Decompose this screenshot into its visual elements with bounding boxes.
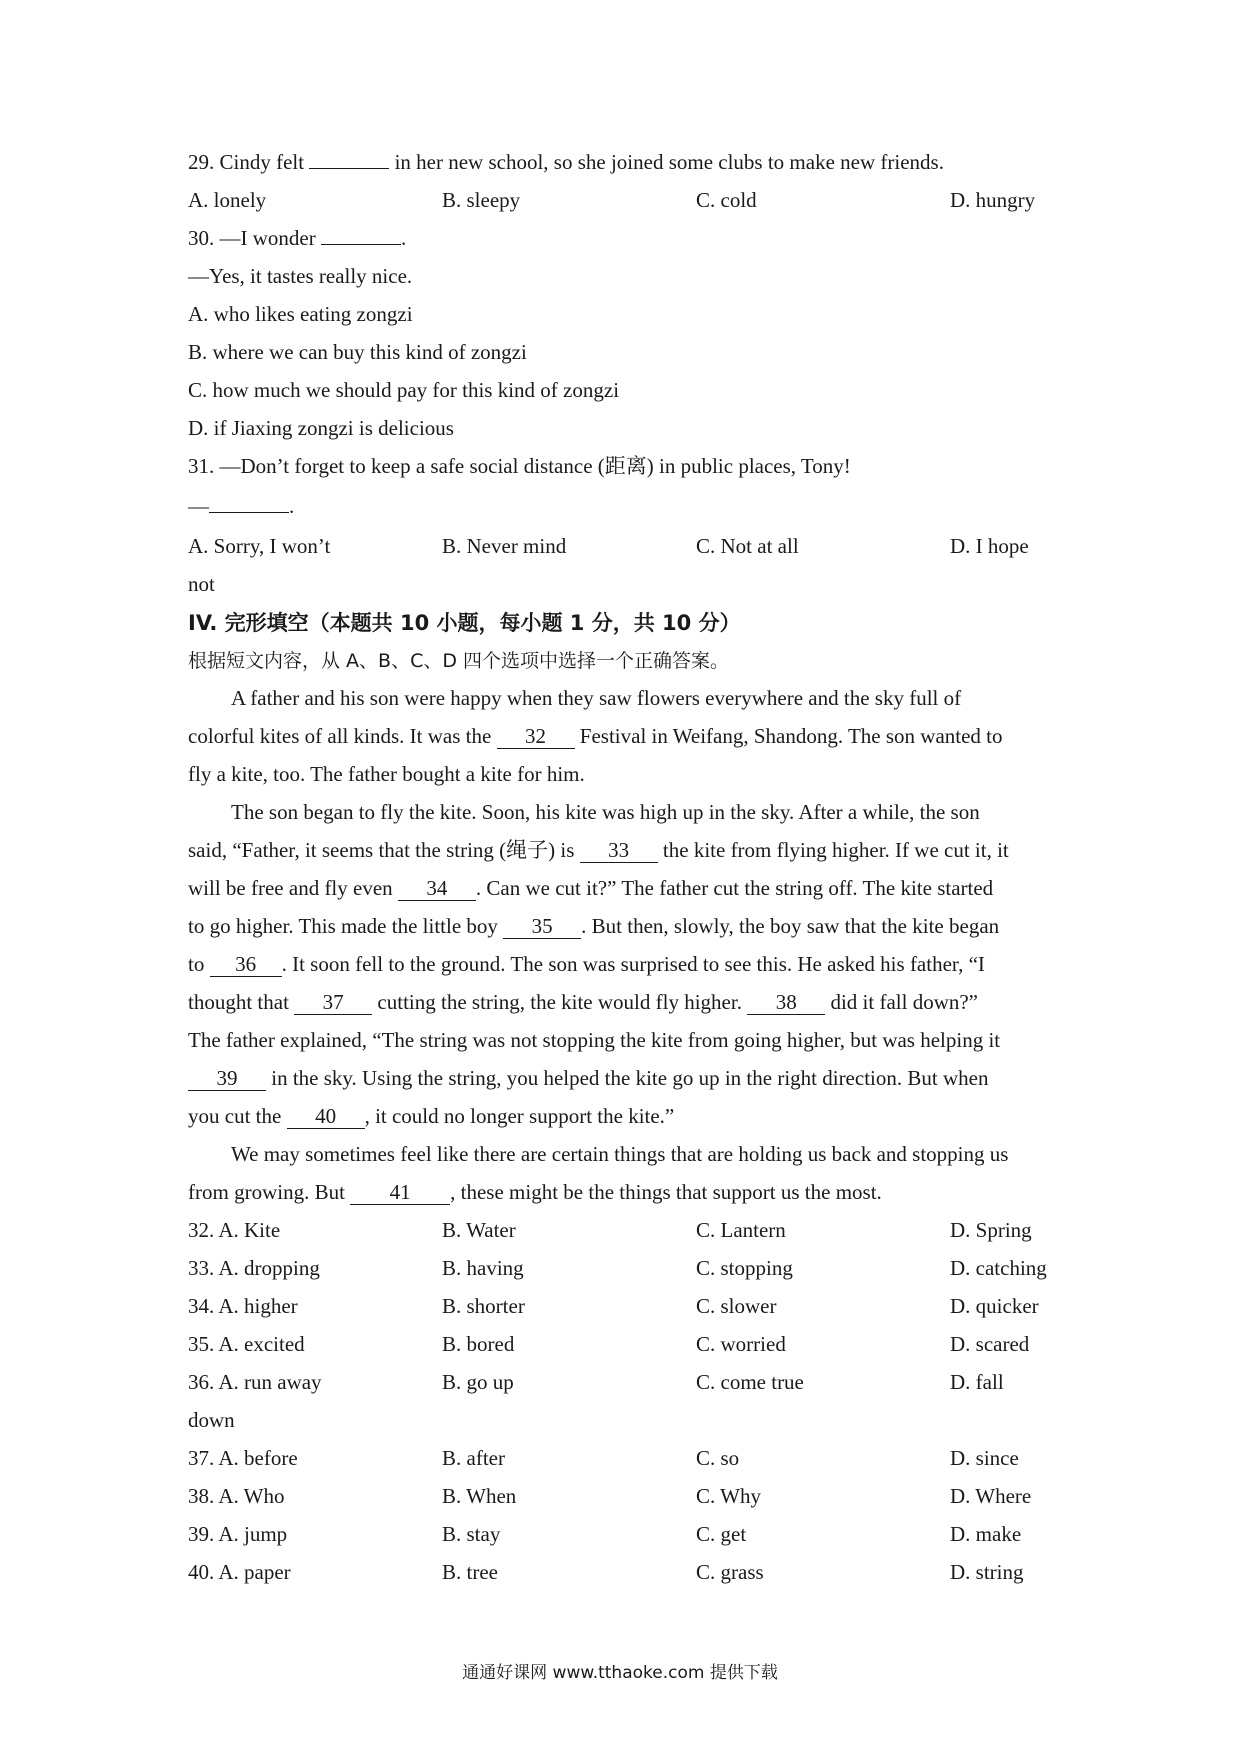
choice-option: B. bored (442, 1332, 515, 1356)
q30-reply: —Yes, it tastes really nice. (188, 264, 413, 288)
q29-stem-start: 29. Cindy felt (188, 150, 310, 174)
passage-text: will be free and fly even (188, 876, 398, 900)
q31-option-d-wrap: not (188, 572, 215, 596)
choice-option: 36. A. run away (188, 1370, 322, 1394)
choice-option: 32. A. Kite (188, 1218, 281, 1242)
q30-blank (321, 244, 401, 245)
passage-text: colorful kites of all kinds. It was the (188, 724, 497, 748)
blank-40: 40 (287, 1104, 365, 1129)
choice-option: B. shorter (442, 1294, 525, 1318)
choice-option: D. catching (950, 1256, 1047, 1280)
choice-option: 38. A. Who (188, 1484, 285, 1508)
passage-text: . Can we cut it?” The father cut the string off. The kite started (475, 876, 994, 900)
passage-line: The father explained, “The string was not stopping the kite from going higher, but was helping it (188, 1028, 1001, 1052)
q30-stem-start: 30. —I wonder (188, 226, 321, 250)
blank-39: 39 (188, 1066, 266, 1091)
section-instruction: 根据短文内容，从 A、B、C、D 四个选项中选择一个正确答案。 (188, 650, 730, 672)
section-title: IV. 完形填空（本题共 10 小题，每小题 1 分，共 10 分） (188, 611, 741, 635)
choice-36-wrap: down (188, 1408, 235, 1432)
passage-text: thought that (188, 990, 295, 1014)
choice-option: B. Water (442, 1218, 516, 1242)
choice-row-40 (188, 1553, 1060, 1591)
choice-option: 39. A. jump (188, 1522, 288, 1546)
choice-option: C. Lantern (696, 1218, 786, 1242)
blank-37: 37 (294, 990, 372, 1015)
choice-option: D. fall (950, 1370, 1004, 1394)
choice-option: C. get (696, 1522, 747, 1546)
choice-row-32 (188, 1211, 1060, 1249)
choice-option: 40. A. paper (188, 1560, 291, 1584)
q29-option-b: B. sleepy (442, 188, 521, 212)
passage-line (188, 717, 1060, 755)
q31-option-b: B. Never mind (442, 534, 567, 558)
choice-option: C. so (696, 1446, 740, 1470)
choice-row-36 (188, 1363, 1060, 1401)
choice-option: B. go up (442, 1370, 514, 1394)
passage-line: A father and his son were happy when they saw flowers everywhere and the sky full of (231, 686, 962, 710)
passage-text: from growing. But (188, 1180, 351, 1204)
choice-option: B. having (442, 1256, 524, 1280)
passage-line: fly a kite, too. The father bought a kite for him. (188, 762, 585, 786)
passage-text: the kite from flying higher. If we cut it, it (657, 838, 1009, 862)
choice-option: C. grass (696, 1560, 764, 1584)
q30-option-b: B. where we can buy this kind of zongzi (188, 340, 527, 364)
q29-option-d: D. hungry (950, 188, 1036, 212)
q31-option-a: A. Sorry, I won’t (188, 534, 331, 558)
passage-text: said, “Father, it seems that the string (绳子) is (188, 838, 580, 862)
q30-stem-end: . (400, 226, 407, 250)
passage-text: to go higher. This made the little boy (188, 914, 504, 938)
choice-option: D. Spring (950, 1218, 1032, 1242)
choice-row-33 (188, 1249, 1060, 1287)
choice-option: 34. A. higher (188, 1294, 298, 1318)
passage-text: . It soon fell to the ground. The son was surprised to see this. He asked his father, “I (281, 952, 985, 976)
blank-34: 34 (398, 876, 476, 901)
choice-option: 35. A. excited (188, 1332, 305, 1356)
q29-blank (309, 168, 389, 169)
q31-option-c: C. Not at all (696, 534, 799, 558)
blank-35: 35 (503, 914, 581, 939)
blank-38: 38 (747, 990, 825, 1015)
choice-option: 33. A. dropping (188, 1256, 320, 1280)
passage-line (188, 907, 1060, 945)
choice-row-37 (188, 1439, 1060, 1477)
choice-option: C. Why (696, 1484, 761, 1508)
passage-line (188, 1173, 1060, 1211)
passage-text: did it fall down?” (825, 990, 978, 1014)
blank-41: 41 (350, 1180, 450, 1205)
q30-stem (188, 219, 1060, 257)
passage-line (188, 945, 1060, 983)
q30-option-c: C. how much we should pay for this kind of zongzi (188, 378, 620, 402)
q29-options (188, 181, 1060, 219)
q31-option-d: D. I hope (950, 534, 1029, 558)
passage-text: to (188, 952, 210, 976)
q30-option-d: D. if Jiaxing zongzi is delicious (188, 416, 454, 440)
choice-option: D. since (950, 1446, 1019, 1470)
choice-option: 37. A. before (188, 1446, 298, 1470)
page-footer[interactable]: 通通好课网 www.tthaoke.com 提供下载 (462, 1663, 778, 1683)
choice-row-34 (188, 1287, 1060, 1325)
q29-stem-end: in her new school, so she joined some clubs to make new friends. (389, 150, 944, 174)
blank-36: 36 (210, 952, 282, 977)
passage-text: , these might be the things that support us the most. (450, 1180, 882, 1204)
passage-text: . But then, slowly, the boy saw that the kite began (581, 914, 1000, 938)
choice-option: B. stay (442, 1522, 501, 1546)
choice-option: C. come true (696, 1370, 804, 1394)
choice-option: D. make (950, 1522, 1022, 1546)
passage-text: , it could no longer support the kite.” (364, 1104, 675, 1128)
q29-option-c: C. cold (696, 188, 757, 212)
choice-option: B. after (442, 1446, 505, 1470)
q31-reply (188, 485, 1060, 527)
passage-text: in the sky. Using the string, you helped the kite go up in the right direction. But when (266, 1066, 989, 1090)
q31-stem: 31. —Don’t forget to keep a safe social distance (距离) in public places, Tony! (188, 454, 851, 478)
q31-options (188, 527, 1060, 565)
choice-option: D. scared (950, 1332, 1030, 1356)
q30-option-a: A. who likes eating zongzi (188, 302, 413, 326)
blank-33: 33 (580, 838, 658, 863)
passage-text: cutting the string, the kite would fly higher. (372, 990, 748, 1014)
passage-line: We may sometimes feel like there are certain things that are holding us back and stopping us (231, 1142, 1009, 1166)
choice-option: C. stopping (696, 1256, 793, 1280)
passage-line (188, 831, 1060, 869)
passage-text: Festival in Weifang, Shandong. The son wanted to (574, 724, 1003, 748)
choice-option: D. quicker (950, 1294, 1039, 1318)
q31-reply-dash: — (188, 494, 209, 518)
q31-reply-end: . (289, 494, 295, 518)
choice-row-35 (188, 1325, 1060, 1363)
blank-32: 32 (497, 724, 575, 749)
passage-line (188, 869, 1060, 907)
choice-option: D. string (950, 1560, 1024, 1584)
passage-line (188, 1097, 1060, 1135)
passage-text: you cut the (188, 1104, 287, 1128)
q31-blank (209, 512, 289, 513)
choice-row-38 (188, 1477, 1060, 1515)
choice-row-39 (188, 1515, 1060, 1553)
passage-line: The son began to fly the kite. Soon, his kite was high up in the sky. After a while, the son (231, 800, 980, 824)
passage-line (188, 983, 1060, 1021)
choice-option: C. slower (696, 1294, 777, 1318)
choice-option: C. worried (696, 1332, 786, 1356)
exam-page (188, 143, 1060, 1591)
choice-option: B. When (442, 1484, 517, 1508)
choice-option: B. tree (442, 1560, 498, 1584)
q29-option-a: A. lonely (188, 188, 267, 212)
passage-line (188, 1059, 1060, 1097)
q29-stem (188, 143, 1060, 181)
choice-option: D. Where (950, 1484, 1032, 1508)
